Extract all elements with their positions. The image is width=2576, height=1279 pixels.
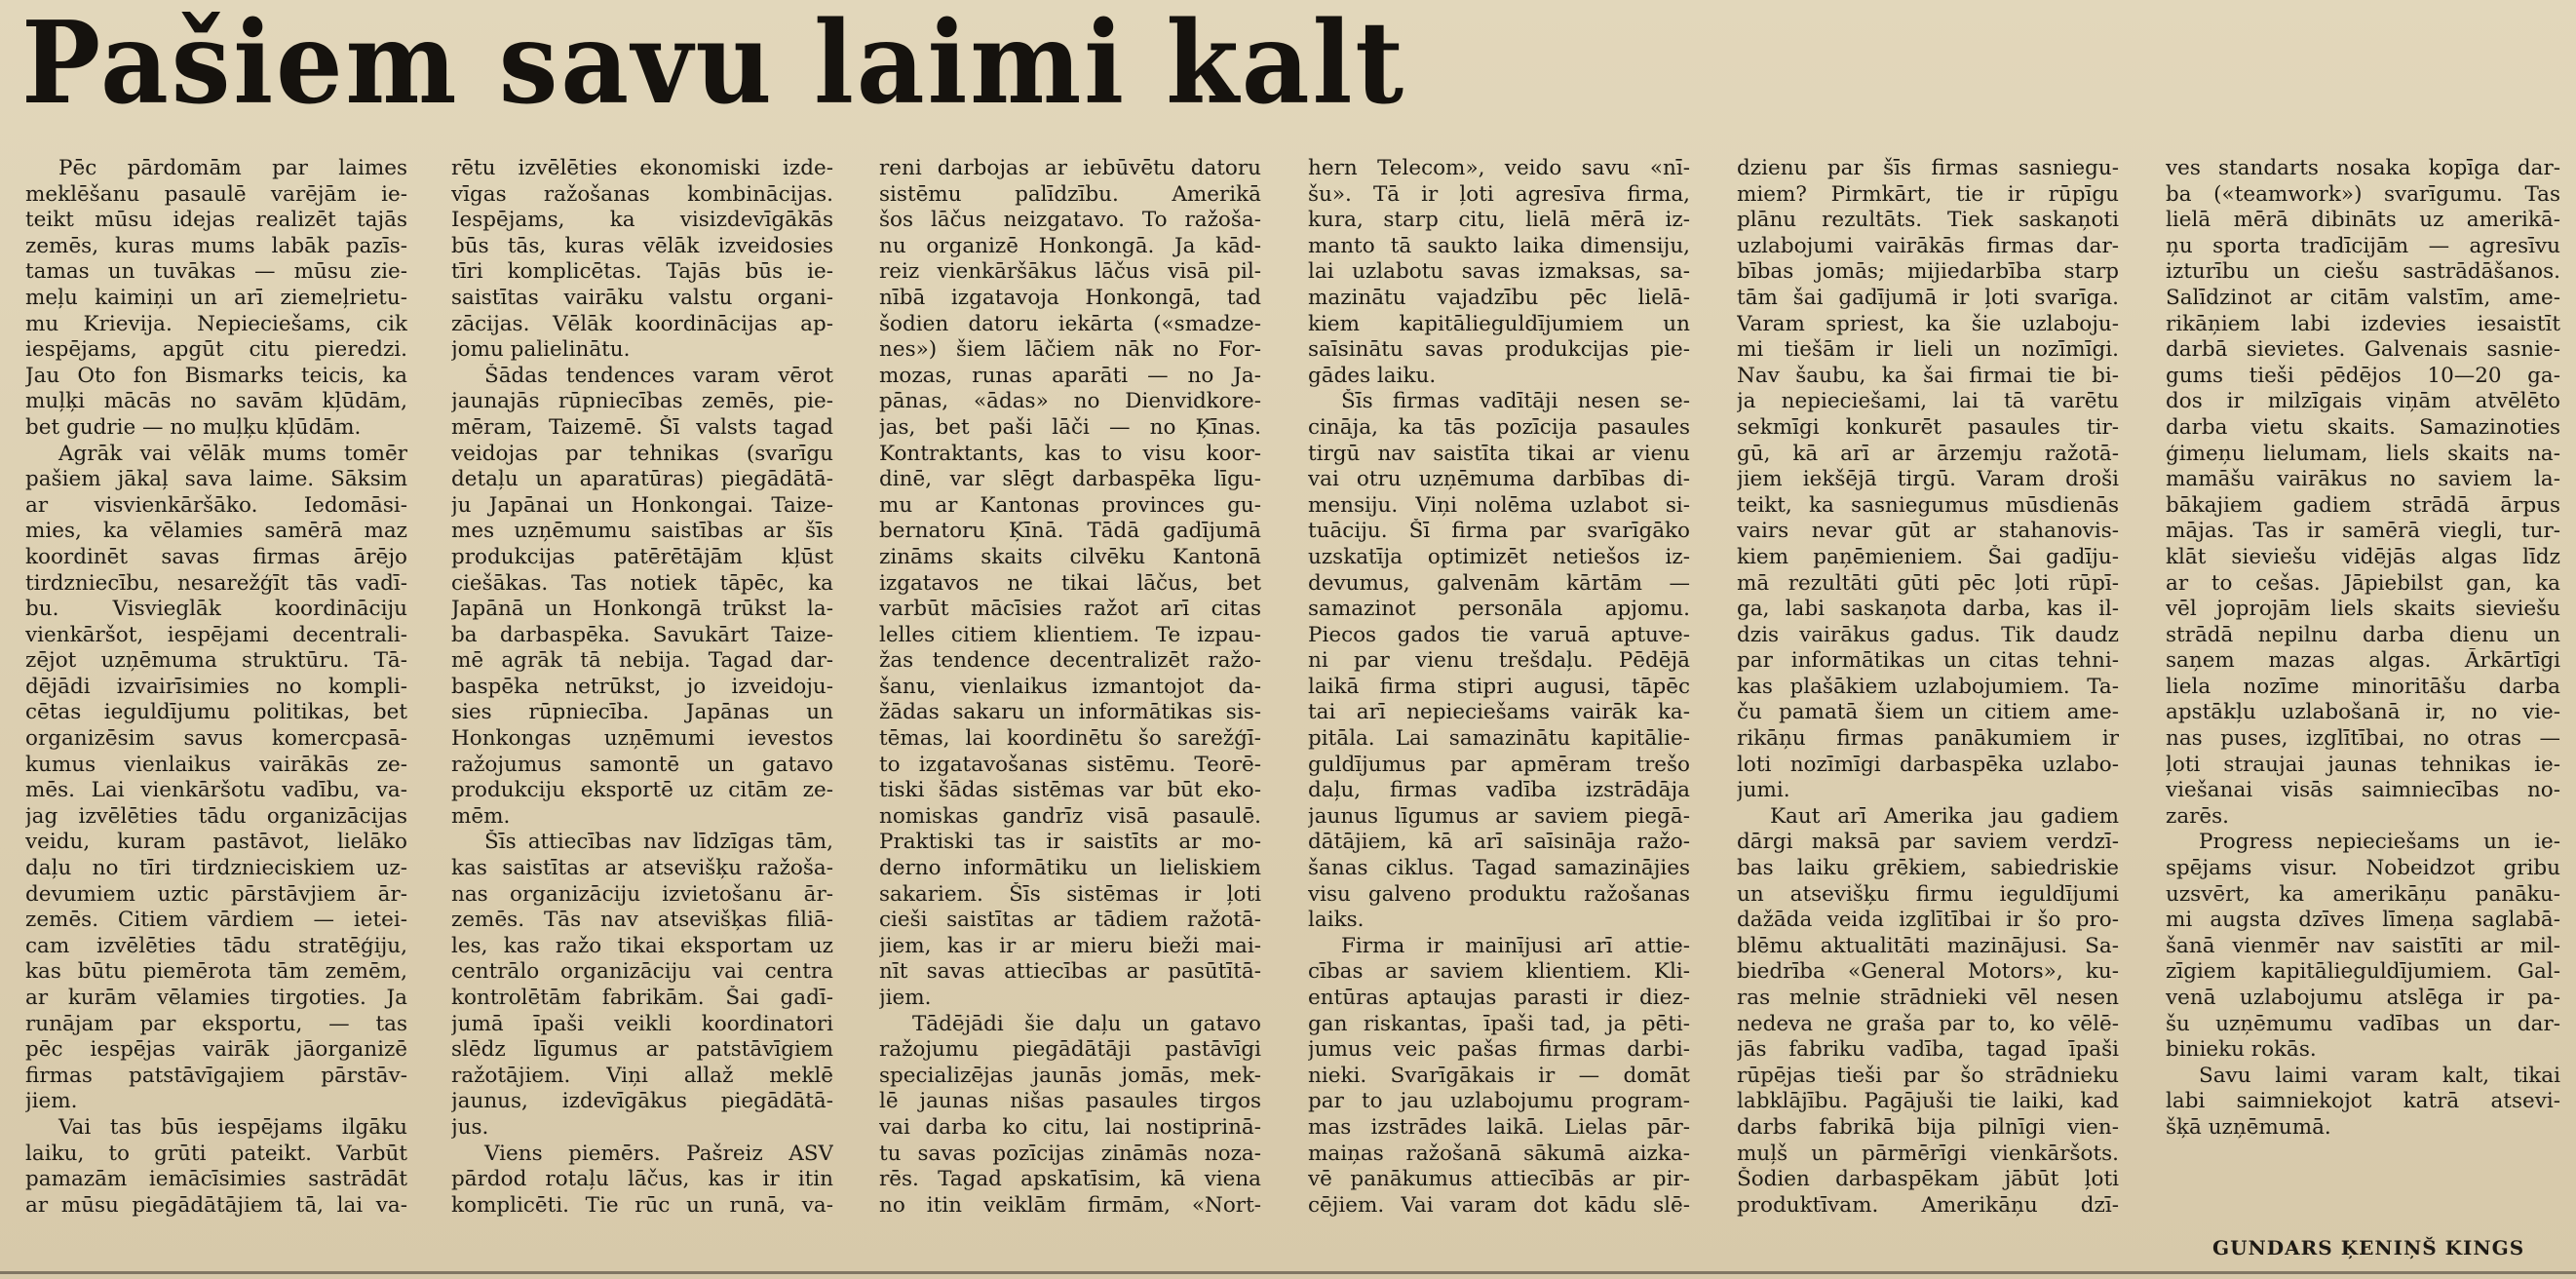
text-line: Firma ir mainījusi arī attie- — [1341, 933, 1690, 958]
text-line: ba darbaspēka. Savukārt Taize- — [451, 622, 833, 647]
text-line: jumi. — [1737, 778, 1790, 803]
text-line: saņem mazas algas. Ārkārtīgi — [2166, 648, 2560, 674]
text-line: vīgas ražošanas kombinācijas. — [451, 181, 833, 207]
text-line: teikt, ka sasniegumus mūsdienās — [1737, 492, 2119, 518]
text-line: detaļu un aparatūras) piegādātā- — [451, 467, 833, 492]
text-line: pānas, «ādas» no Dienvidkore- — [879, 389, 1261, 414]
text-line: cināja, ka tās pozīcija pasaules — [1308, 414, 1690, 440]
text-line: mazinātu vajadzību pēc lielā- — [1308, 285, 1690, 310]
text-line: jās fabriku vadība, tagad īpaši — [1737, 1037, 2119, 1063]
text-line: nīt savas attiecības ar pasūtītā- — [879, 959, 1261, 985]
text-line: ražojumu piegādātāji pastāvīgi — [879, 1037, 1261, 1063]
text-line: Jau Oto fon Bismarks teicis, ka — [25, 363, 407, 388]
text-line: par to jau uzlabojumu program- — [1308, 1089, 1690, 1114]
text-line: venā uzlabojumu atslēga ir pa- — [2166, 986, 2560, 1010]
text-line: produkcijas patērētājām kļūst — [451, 544, 833, 569]
text-line: vai otru uzņēmuma darbības di- — [1308, 467, 1690, 492]
text-line: lē jaunas nišas pasaules tirgos — [879, 1089, 1261, 1114]
text-line: Agrāk vai vēlāk mums tomēr — [58, 441, 407, 466]
text-line: klāt sieviešu vidējās algas līdz — [2166, 544, 2560, 569]
text-line: dējādi izvairīsimies no kompli- — [25, 674, 407, 699]
text-line: zarēs. — [2166, 803, 2230, 829]
text-line: mensiju. Viņi nolēma uzlabot si- — [1308, 492, 1690, 518]
text-line: šanu, vienlaikus izmantojot da- — [879, 674, 1261, 699]
text-line: bu. Visvieglāk koordināciju — [25, 597, 407, 622]
text-line: veidu, kuram pastāvot, lielāko — [25, 830, 407, 855]
text-line: ga, labi saskaņota darba, kas il- — [1737, 597, 2119, 622]
text-line: dātājiem, kā arī saīsināja ražo- — [1308, 830, 1690, 855]
text-line: guldījumus par apmēram trešo — [1308, 752, 1690, 777]
text-line: rēs. Tagad apskatīsim, kā viena — [879, 1167, 1261, 1192]
text-line: ģimeņu lielumam, liels skaits na- — [2166, 441, 2560, 466]
text-line: ciešākas. Tas notiek tāpēc, ka — [451, 570, 833, 596]
text-line: ves standarts nosaka kopīga dar- — [2166, 156, 2560, 180]
text-line: meklēšanu pasaulē varējām ie- — [25, 181, 407, 207]
text-line: ba («teamwork») svarīgumu. Tas — [2166, 181, 2560, 207]
text-line: jiem. — [879, 986, 932, 1010]
text-line: Nav šaubu, ka šai firmai tie bi- — [1737, 363, 2119, 388]
text-line: tām šai gadījumā ir ļoti svarīga. — [1737, 285, 2119, 310]
text-line: nībā izgatavoja Honkongā, tad — [879, 285, 1261, 310]
text-line: vienkāršot, iespējami decentrali- — [25, 622, 407, 647]
text-line: ļoti straujai jaunas tehnikas ie- — [2166, 752, 2560, 777]
text-line: Kontraktants, kas to visu koor- — [879, 441, 1261, 466]
text-line: slēdz līgumus ar patstāvīgiem — [451, 1037, 833, 1063]
text-line: Salīdzinot ar citām valstīm, ame- — [2166, 285, 2560, 310]
text-line: ar kurām vēlamies tirgoties. Ja — [25, 986, 407, 1010]
text-line: ņu sporta tradīcijām — agresīvu — [2166, 233, 2560, 258]
article-headline: Pašiem savu laimi kalt — [21, 0, 1406, 130]
text-line: bernatoru Ķīnā. Tādā gadījumā — [879, 519, 1261, 544]
text-line: ar visvienkāršāko. Iedomāsi- — [25, 492, 407, 518]
text-line: jus. — [451, 1114, 489, 1140]
text-line: mu ar Kantonas provinces gu- — [879, 492, 1261, 518]
text-line: Tādējādi šie daļu un gatavo — [912, 1011, 1261, 1036]
text-line: būs tās, kuras vēlāk izveidosies — [451, 233, 833, 258]
text-line: loti nozīmīgi darbaspēka uzlabo- — [1737, 752, 2119, 777]
text-line: tēmas, lai koordinētu šo sarežģī- — [879, 726, 1261, 752]
text-line: Šādas tendences varam vērot — [484, 363, 833, 388]
text-line: bas laiku grēkiem, sabiedriskie — [1737, 856, 2119, 881]
text-line: Šodien darbaspēkam jābūt ļoti — [1737, 1167, 2119, 1192]
text-line: gādes laiku. — [1308, 363, 1437, 388]
text-line: organizēsim savus komercpasā- — [25, 726, 407, 752]
text-line: zemēs, kuras mums labāk pazīs- — [25, 233, 407, 258]
text-line: jiem iekšējā tirgū. Varam droši — [1737, 467, 2119, 492]
text-line: kas saistītas ar atsevišķu ražoša- — [451, 856, 833, 881]
text-line: gan riskantas, īpaši tad, ja pēti- — [1308, 1011, 1690, 1036]
text-line: nedeva ne graša par to, ko vēlē- — [1737, 1011, 2119, 1036]
text-line: dzis vairākus gadus. Tik daudz — [1737, 622, 2119, 647]
text-line: šanas ciklus. Tagad samazinājies — [1308, 856, 1690, 881]
text-line: tuāciju. Šī firma par svarīgāko — [1308, 519, 1690, 544]
text-line: vai darba ko citu, lai nostiprinā- — [879, 1114, 1261, 1140]
text-line: apstākļu uzlabošanā ir, no vie- — [2166, 700, 2560, 725]
text-line: pamazām iemācīsimies sastrādāt — [25, 1167, 407, 1192]
text-line: mēram, Taizemē. Šī valsts tagad — [451, 414, 833, 440]
text-line: Vai tas būs iespējams ilgāku — [58, 1114, 407, 1140]
text-line: vairs nevar gūt ar stahanovis- — [1737, 519, 2119, 544]
text-line: tamas un tuvākas — mūsu zie- — [25, 259, 407, 285]
text-line: jaunus, izdevīgākus piegādātā- — [451, 1089, 833, 1114]
text-line: spējams visur. Nobeidzot gribu — [2166, 856, 2560, 881]
text-line: ar to cešas. Jāpiebilst gan, ka — [2166, 570, 2560, 596]
text-line: iespējams, apgūt citu pieredzi. — [25, 337, 407, 363]
text-line: gū, kā arī ar ārzemju ražotā- — [1737, 441, 2119, 466]
text-line: biedrība «General Motors», ku- — [1737, 959, 2119, 985]
text-line: jaunus līgumus ar saviem piegā- — [1308, 803, 1690, 829]
text-line: mi augsta dzīves līmeņa saglabā- — [2166, 908, 2560, 933]
text-line: izgatavos ne tikai lāčus, bet — [879, 570, 1261, 596]
text-line: strādā nepilnu darba dienu un — [2166, 622, 2560, 647]
text-line: runājam par eksportu, — tas — [25, 1011, 407, 1036]
text-line: pārdod rotaļu lāčus, kas ir itin — [451, 1167, 833, 1192]
text-line: reiz vienkāršākus lāčus visā pil- — [879, 259, 1261, 285]
text-line: visu galveno produktu ražošanas — [1308, 881, 1690, 907]
text-line: devumiem uztic pārstāvjiem ār- — [25, 881, 407, 907]
text-line: jumā īpaši veikli koordinatori — [451, 1011, 833, 1036]
text-line: bības jomās; mijiedarbība starp — [1737, 259, 2119, 285]
text-line: plānu rezultāts. Tiek saskaņoti — [1737, 208, 2119, 233]
text-line: ražojumus samontē un gatavo — [451, 752, 833, 777]
text-line: ju Japānai un Honkongai. Taize- — [451, 492, 833, 518]
text-line: dinē, var slēgt darbaspēka līgu- — [879, 467, 1261, 492]
text-line: Pēc pārdomām par laimes — [58, 156, 407, 180]
text-line: labi saimniekojot katrā atsevi- — [2166, 1089, 2560, 1114]
text-line: šu uzņēmumu vadības un dar- — [2166, 1011, 2560, 1036]
text-line: Viens piemērs. Pašreiz ASV — [484, 1141, 833, 1166]
text-line: mas izstrādes laikā. Lielas pār- — [1308, 1114, 1690, 1140]
text-line: tirgū nav saistīta tikai ar vienu — [1308, 441, 1690, 466]
text-line: šodien datoru iekārta («smadze- — [879, 311, 1261, 336]
text-line: cējiem. Vai varam dot kādu slē- — [1308, 1192, 1690, 1218]
text-line: laiks. — [1308, 908, 1365, 933]
text-line: les, kas ražo tikai eksportam uz — [451, 933, 833, 958]
text-line: centrālo organizāciju vai centra — [451, 959, 833, 985]
text-line: muļķi mācās no savām kļūdām, — [25, 389, 407, 414]
text-line: šķā uzņēmumā. — [2166, 1114, 2331, 1140]
text-line: nomiskas gandrīz visā pasaulē. — [879, 803, 1261, 829]
text-line: mozas, runas aparāti — no Ja- — [879, 363, 1261, 388]
text-line: sistēmu palīdzību. Amerikā — [879, 181, 1261, 207]
article-column-3 — [879, 156, 1261, 1219]
text-line: bākajiem gadiem strādā ārpus — [2166, 492, 2560, 518]
author-byline: GUNDARS ĶENIŅŠ KINGS — [2212, 1236, 2525, 1260]
text-line: sies rūpniecība. Japānas un — [451, 700, 833, 725]
text-line: ar mūsu piegādātājiem tā, lai va- — [25, 1192, 407, 1218]
text-line: zināms skaits cilvēku Kantonā — [879, 544, 1261, 569]
text-line: saistītas vairāku valstu organi- — [451, 285, 833, 310]
text-line: tu savas pozīcijas zināmās noza- — [879, 1141, 1261, 1166]
text-line: jiem, kas ir ar mieru bieži mai- — [879, 933, 1261, 958]
text-line: Piecos gados tie varuā aptuve- — [1308, 622, 1690, 647]
text-line: bet gudrie — no muļķu kļūdām. — [25, 414, 362, 440]
text-line: mes uzņēmumu saistības ar šīs — [451, 519, 833, 544]
text-line: manto tā saukto laika dimensiju, — [1308, 233, 1690, 258]
text-line: Šīs firmas vadītāji nesen se- — [1341, 389, 1690, 414]
text-line: tirdzniecību, nesarežģīt tās vadī- — [25, 570, 407, 596]
text-line: laikā firma stipri augusi, tāpēc — [1308, 674, 1690, 699]
text-line: Japānā un Honkongā trūkst la- — [451, 597, 833, 622]
text-line: mājas. Tas ir samērā viegli, tur- — [2166, 519, 2560, 544]
text-line: produktīvam. Amerikāņu dzī- — [1737, 1192, 2119, 1218]
text-line: zemēs. Citiem vārdiem — ietei- — [25, 908, 407, 933]
text-line: kas plašākiem uzlabojumiem. Ta- — [1737, 674, 2119, 699]
text-line: blēmu aktualitāti mazinājusi. Sa- — [1737, 933, 2119, 958]
text-line: Šīs attiecības nav līdzīgas tām, — [484, 830, 833, 855]
text-line: nas organizāciju izvietošanu ār- — [451, 881, 833, 907]
text-line: firmas patstāvīgajiem pārstāv- — [25, 1063, 407, 1088]
text-line: pitāla. Lai samazinātu kapitālie- — [1308, 726, 1690, 752]
text-line: lai uzlabotu savas izmaksas, sa- — [1308, 259, 1690, 285]
text-line: no itin veiklām firmām, «Nort- — [879, 1192, 1261, 1218]
text-line: rūpējas tieši par šo strādnieku — [1737, 1063, 2119, 1088]
text-line: Kaut arī Amerika jau gadiem — [1770, 803, 2119, 829]
text-line: produkciju eksportē uz citām ze- — [451, 778, 833, 803]
text-line: cieši saistītas ar tādiem ražotā- — [879, 908, 1261, 933]
text-line: saīsinātu savas produkcijas pie- — [1308, 337, 1690, 363]
text-line: hern Telecom», veido savu «nī- — [1308, 156, 1690, 180]
text-line: to izgatavošanas sistēmu. Teorē- — [879, 752, 1261, 777]
text-line: meļu kaimiņi un arī ziemeļrietu- — [25, 285, 407, 310]
text-line: dzienu par šīs firmas sasniegu- — [1737, 156, 2119, 180]
text-line: vēl joprojām liels skaits sieviešu — [2166, 597, 2560, 622]
text-line: gums tieši pēdējos 10—20 ga- — [2166, 363, 2560, 388]
text-line: šos lāčus neizgatavo. To ražoša- — [879, 208, 1261, 233]
text-line: cam izvēlēties tādu stratēģiju, — [25, 933, 407, 958]
article-column-6 — [2166, 156, 2560, 1142]
text-line: jas, bet paši lāči — no Ķīnas. — [879, 414, 1261, 440]
text-line: jomu palielinātu. — [451, 337, 631, 363]
text-line: ras melnie strādnieki vēl nesen — [1737, 986, 2119, 1010]
text-line: mu Krievija. Nepieciešams, cik — [25, 311, 407, 336]
text-line: laiku, to grūti pateikt. Varbūt — [25, 1141, 407, 1166]
text-line: tīri komplicētas. Tajās būs ie- — [451, 259, 833, 285]
text-line: veidojas par tehnikas (svarīgu — [451, 441, 833, 466]
text-line: komplicēti. Tie rūc un runā, va- — [451, 1192, 833, 1218]
text-line: un atsevišķu firmu ieguldījumi — [1737, 881, 2119, 907]
text-line: kas būtu piemērota tām zemēm, — [25, 959, 407, 985]
text-line: zīgiem kapitālieguldījumiem. Gal- — [2166, 959, 2560, 985]
text-line: tai arī nepieciešams vairāk ka- — [1308, 700, 1690, 725]
text-line: par informātikas un citas tehni- — [1737, 648, 2119, 674]
text-line: jumus veic pašas firmas darbi- — [1308, 1037, 1690, 1063]
text-line: rikāņu firmas panākumiem ir — [1737, 726, 2119, 752]
text-line: pēc iespējas vairāk jāorganizē — [25, 1037, 407, 1063]
text-line: jag izvēlēties tādu organizācijas — [25, 803, 407, 829]
text-line: mi tiešām ir lieli un nozīmīgi. — [1737, 337, 2119, 363]
text-line: varbūt mācīsies ražot arī citas — [879, 597, 1261, 622]
text-line: rikāņiem labi izdevies iesaistīt — [2166, 311, 2560, 336]
text-line: kura, starp citu, lielā mērā iz- — [1308, 208, 1690, 233]
article-column-5 — [1737, 156, 2119, 1219]
text-line: darbā sievietes. Galvenais sasnie- — [2166, 337, 2560, 363]
text-line: derno informātiku un lieliskiem — [879, 856, 1261, 881]
text-line: maiņas ražošanā sākumā aizka- — [1308, 1141, 1690, 1166]
text-line: viešanai visās saimniecības no- — [2166, 778, 2560, 803]
text-line: mamāšu vairākus no saviem la- — [2166, 467, 2560, 492]
text-line: mē agrāk tā nebija. Tagad dar- — [451, 648, 833, 674]
text-line: liela nozīme minoritāšu darba — [2166, 674, 2560, 699]
text-line: daļu, firmas vadība izstrādāja — [1308, 778, 1690, 803]
text-line: nieki. Svarīgākais ir — domāt — [1308, 1063, 1690, 1088]
text-line: kiem kapitālieguldījumiem un — [1308, 311, 1690, 336]
text-line: nas puses, izglītībai, no otras — — [2166, 726, 2560, 752]
text-line: entūras aptaujas parasti ir diez- — [1308, 986, 1690, 1010]
text-line: zējot uzņēmuma struktūru. Tā- — [25, 648, 407, 674]
text-line: jiem. — [25, 1089, 78, 1114]
text-line: cētas ieguldījumu politikas, bet — [25, 700, 407, 725]
text-line: mēm. — [451, 803, 511, 829]
text-line: baspēka netrūkst, jo izveidoju- — [451, 674, 833, 699]
text-line: tiski šādas sistēmas var būt eko- — [879, 778, 1261, 803]
text-line: Savu laimi varam kalt, tikai — [2199, 1063, 2560, 1088]
article-column-4 — [1308, 156, 1690, 1219]
article-column-2 — [451, 156, 833, 1219]
text-line: specializējas jaunās jomās, mek- — [879, 1063, 1261, 1088]
text-line: žādas sakaru un informātikas sis- — [879, 700, 1261, 725]
text-line: ni par vienu trešdaļu. Pēdējā — [1308, 648, 1690, 674]
text-line: darba vietu skaits. Samazinoties — [2166, 414, 2560, 440]
text-line: uzsvērt, ka amerikāņu panāku- — [2166, 881, 2560, 907]
text-line: žas tendence decentralizēt ražo- — [879, 648, 1261, 674]
text-line: Iespējams, ka visizdevīgākās — [451, 208, 833, 233]
text-line: pašiem jākaļ sava laime. Sāksim — [25, 467, 407, 492]
text-line: samazinot personāla apjomu. — [1308, 597, 1690, 622]
text-line: Honkongas uzņēmumi ievestos — [451, 726, 833, 752]
text-line: muļš un pārmērīgi vienkāršots. — [1737, 1141, 2119, 1166]
text-line: ražotājiem. Viņi allaž meklē — [451, 1063, 833, 1088]
text-line: šu». Tā ir ļoti agresīva firma, — [1308, 181, 1690, 207]
text-line: jaunajās rūpniecības zemēs, pie- — [451, 389, 833, 414]
text-line: daļu no tīri tirdznieciskiem uz- — [25, 856, 407, 881]
text-line: nu organizē Honkongā. Ja kād- — [879, 233, 1261, 258]
text-line: mies, ka vēlamies samērā maz — [25, 519, 407, 544]
text-line: zemēs. Tās nav atsevišķas filiā- — [451, 908, 833, 933]
text-line: darbs fabrikā bija pilnīgi vien- — [1737, 1114, 2119, 1140]
article-column-1 — [25, 156, 407, 1219]
text-line: lielā mērā dibināts uz amerikā- — [2166, 208, 2560, 233]
text-line: uzlabojumi vairākās firmas dar- — [1737, 233, 2119, 258]
text-line: rētu izvēlēties ekonomiski izde- — [451, 156, 833, 180]
text-line: vē panākumus attiecībās ar pir- — [1308, 1167, 1690, 1192]
text-line: dārgi maksā par saviem verdzī- — [1737, 830, 2119, 855]
text-line: Progress nepieciešams un ie- — [2199, 830, 2560, 855]
text-line: kontrolētām fabrikām. Šai gadī- — [451, 986, 833, 1010]
text-line: sekmīgi konkurēt pasaules tir- — [1737, 414, 2119, 440]
text-line: reni darbojas ar iebūvētu datoru — [879, 156, 1261, 180]
text-line: kumus vienlaikus vairākās ze- — [25, 752, 407, 777]
text-line: mēs. Lai vienkāršotu vadību, va- — [25, 778, 407, 803]
text-line: ču pamatā šiem un citiem ame- — [1737, 700, 2119, 725]
text-line: dos ir milzīgais viņām atvēlēto — [2166, 389, 2560, 414]
text-line: labklājību. Pagājuši tie laiki, kad — [1737, 1089, 2119, 1114]
bottom-rule — [0, 1271, 2576, 1274]
text-line: binieku rokās. — [2166, 1037, 2317, 1063]
text-line: Varam spriest, ka šie uzlaboju- — [1737, 311, 2119, 336]
text-line: ja nepieciešami, lai tā varētu — [1737, 389, 2119, 414]
text-line: devumus, galvenām kārtām — — [1308, 570, 1690, 596]
text-line: cības ar saviem klientiem. Kli- — [1308, 959, 1690, 985]
text-line: lelles citiem klientiem. Te izpau- — [879, 622, 1261, 647]
text-line: zācijas. Vēlāk koordinācijas ap- — [451, 311, 833, 336]
text-line: uzskatīja optimizēt netiešos iz- — [1308, 544, 1690, 569]
text-line: dažāda veida izglītībai ir šo pro- — [1737, 908, 2119, 933]
text-line: nes») šiem lāčiem nāk no For- — [879, 337, 1261, 363]
text-line: Praktiski tas ir saistīts ar mo- — [879, 830, 1261, 855]
text-line: šanā vienmēr nav saistīti ar mil- — [2166, 933, 2560, 958]
text-line: sakariem. Šīs sistēmas ir ļoti — [879, 881, 1261, 907]
text-line: izturību un ciešu sastrādāšanos. — [2166, 259, 2560, 285]
text-line: kiem paņēmieniem. Šai gadīju- — [1737, 544, 2119, 569]
text-line: teikt mūsu idejas realizēt tajās — [25, 208, 407, 233]
text-line: mā rezultāti gūti pēc ļoti rūpī- — [1737, 570, 2119, 596]
text-line: koordinēt savas firmas ārējo — [25, 544, 407, 569]
text-line: miem? Pirmkārt, tie ir rūpīgu — [1737, 181, 2119, 207]
